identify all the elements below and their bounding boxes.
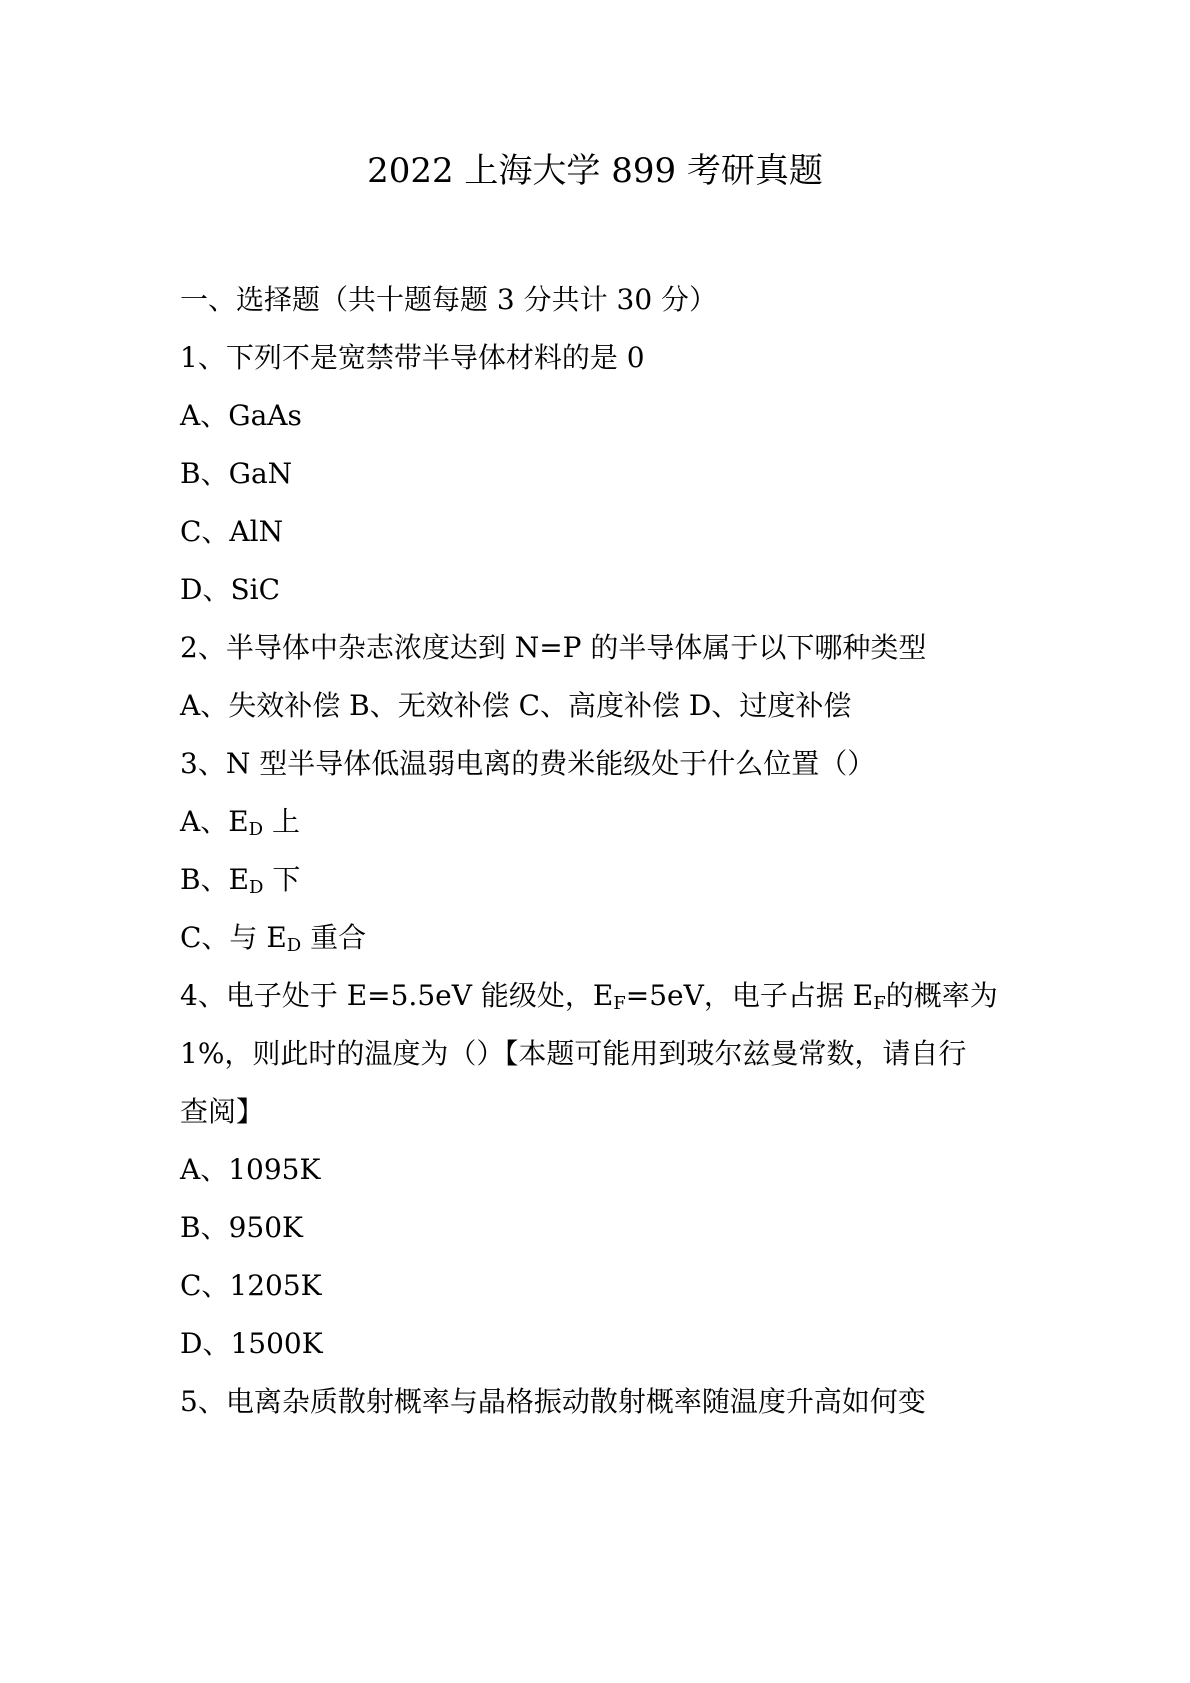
q3-option-a [180,802,300,842]
q2-options: A、失效补偿 B、无效补偿 C、高度补偿 D、过度补偿 [180,689,852,722]
q3-option-a-suffix: 上 [272,805,301,838]
q4-option-d: D、1500K [180,1327,323,1360]
q1-option-c: C、AlN [180,515,284,548]
q1-option-b: B、GaN [180,457,293,490]
q1-option-a: A、GaAs [180,399,302,432]
q4-option-b: B、950K [180,1211,303,1244]
q1-option-d: D、SiC [180,573,281,606]
q3-option-a-subscript: D [248,819,264,840]
q3-option-c-suffix: 重合 [310,921,367,954]
question-4-line-3: 查阅】 [180,1095,265,1128]
question-4-line-1 [180,976,998,1016]
question-2: 2、半导体中杂志浓度达到 N=P 的半导体属于以下哪种类型 [180,631,927,664]
q3-option-c-subscript: D [286,935,302,956]
page-title: 2022 上海大学 899 考研真题 [367,151,823,191]
section-heading: 一、选择题（共十题每题 3 分共计 30 分） [180,283,718,316]
q3-option-a-prefix: A、E [180,805,249,838]
q3-option-b-prefix: B、E [180,863,250,896]
question-1: 1、下列不是宽禁带半导体材料的是 0 [180,341,645,374]
q4-line1-subscript-2: F [873,993,886,1014]
q4-option-a: A、1095K [180,1153,321,1186]
q3-option-b-subscript: D [249,877,264,898]
q3-option-b [180,860,300,900]
q4-line1-part-a: 4、电子处于 E=5.5eV 能级处，E [180,979,614,1012]
q3-option-c [180,918,366,958]
q4-line1-part-c: 的概率为 [885,979,998,1012]
question-3: 3、N 型半导体低温弱电离的费米能级处于什么位置（） [180,747,876,780]
q4-line1-subscript-1: F [613,993,626,1014]
question-5: 5、电离杂质散射概率与晶格振动散射概率随温度升高如何变 [180,1385,926,1418]
q4-line1-part-b: =5eV，电子占据 E [625,979,874,1012]
q3-option-b-suffix: 下 [272,863,301,896]
q4-option-c: C、1205K [180,1269,322,1302]
q3-option-c-prefix: C、与 E [180,921,287,954]
question-4-line-2: 1%，则此时的温度为（）【本题可能用到玻尔兹曼常数，请自行 [180,1037,967,1070]
